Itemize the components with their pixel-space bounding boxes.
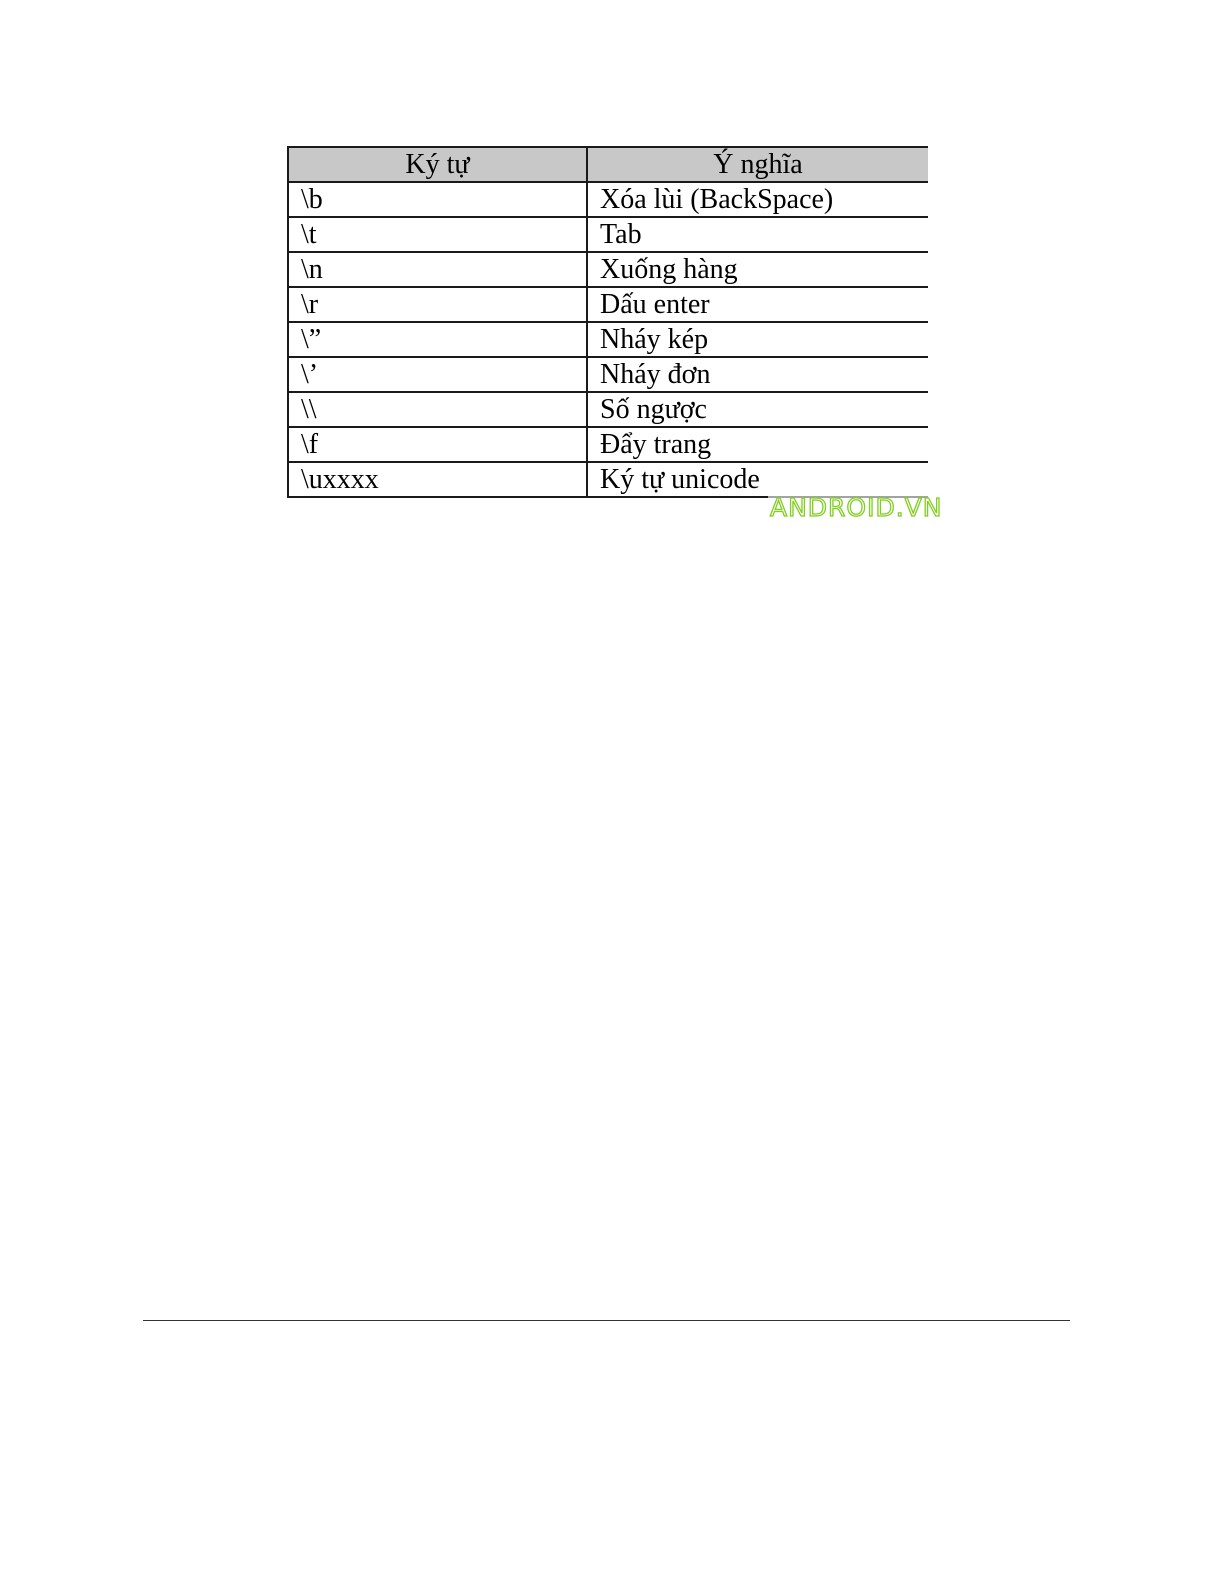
cell-character: \\: [288, 392, 587, 427]
escape-sequence-table-container: [287, 146, 928, 519]
cell-meaning: Xóa lùi (BackSpace): [587, 182, 928, 217]
cell-character: \uxxxx: [288, 462, 587, 497]
table-row: [288, 392, 928, 427]
escape-sequence-table: [287, 146, 928, 498]
android-vn-watermark: ANDROID.VN: [770, 493, 943, 522]
table-row: [288, 462, 928, 497]
cell-meaning: Nháy kép: [587, 322, 928, 357]
cell-character: \n: [288, 252, 587, 287]
table-row: [288, 217, 928, 252]
cell-character: \b: [288, 182, 587, 217]
cell-meaning: Xuống hàng: [587, 252, 928, 287]
cell-character: \”: [288, 322, 587, 357]
cell-character: \t: [288, 217, 587, 252]
table-row: [288, 357, 928, 392]
cell-meaning: Nháy đơn: [587, 357, 928, 392]
cell-meaning: Số ngược: [587, 392, 928, 427]
cell-meaning: Đẩy trang: [587, 427, 928, 462]
header-meaning: Ý nghĩa: [587, 147, 928, 182]
cell-character: \f: [288, 427, 587, 462]
cell-meaning: Tab: [587, 217, 928, 252]
footer-divider: [143, 1320, 1070, 1321]
table-row: [288, 252, 928, 287]
cell-meaning: Ký tự unicode: [587, 462, 928, 497]
table-row: [288, 287, 928, 322]
table-row: [288, 182, 928, 217]
cell-character: \’: [288, 357, 587, 392]
cell-character: \r: [288, 287, 587, 322]
header-character: Ký tự: [288, 147, 587, 182]
cell-meaning: Dấu enter: [587, 287, 928, 322]
table-row: [288, 322, 928, 357]
table-header-row: [288, 147, 928, 182]
table-row: [288, 427, 928, 462]
